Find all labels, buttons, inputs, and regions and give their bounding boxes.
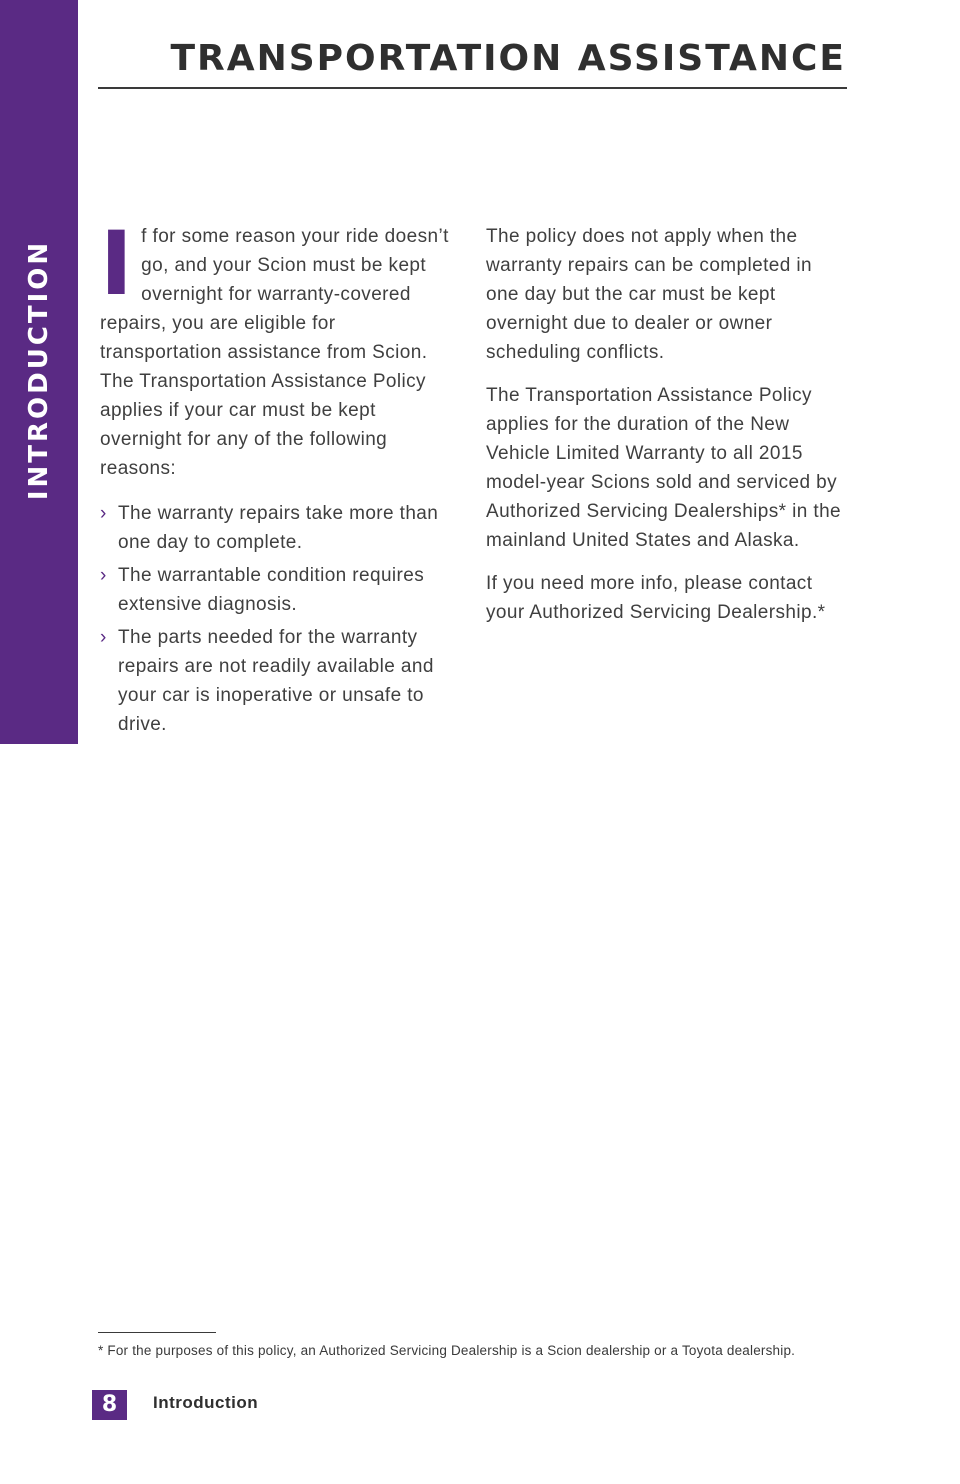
left-column	[100, 212, 456, 743]
list-item	[100, 623, 456, 739]
side-section-tab	[0, 0, 78, 744]
footnote: * For the purposes of this policy, an Authorized Servicing Dealership is a Scion dealership or a Toyota dealership.	[98, 1343, 796, 1358]
reasons-list	[100, 499, 456, 739]
policy-exception-paragraph: The policy does not apply when the warranty repairs can be completed in one day but the car must be kept overnight due to dealer or owner scheduling conflicts.	[486, 226, 812, 363]
chevron-right-icon: ›	[100, 503, 107, 524]
page-section-name: Introduction	[153, 1393, 259, 1412]
list-item-text: The parts needed for the warranty repairs are not readily available and your car is inoperative or unsafe to drive.	[118, 627, 434, 735]
page-title: TRANSPORTATION ASSISTANCE	[170, 38, 846, 79]
contact-paragraph: If you need more info, please contact your Authorized Servicing Dealership.*	[486, 573, 826, 623]
list-item-text: The warrantable condition requires extensive diagnosis.	[118, 565, 425, 615]
intro-text: f for some reason your ride doesn’t go, and your Scion must be kept overnight for warranty-covered repairs, you are eligible for transportation assistance from Scion. The Transportation Assistance Policy applies if your car must be kept overnight for any of the following reasons:	[100, 226, 449, 479]
page-number: 8	[92, 1390, 127, 1420]
header-divider	[98, 87, 847, 89]
drop-cap: I	[100, 212, 134, 315]
list-item-text: The warranty repairs take more than one day to complete.	[118, 503, 439, 553]
right-column	[486, 222, 850, 641]
list-item	[100, 499, 456, 557]
policy-duration-paragraph: The Transportation Assistance Policy applies for the duration of the New Vehicle Limited Warranty to all 2015 model-year Scions sold and serviced by Authorized Servicing Dealerships* in the mainland United States and Alaska.	[486, 385, 842, 551]
chevron-right-icon: ›	[100, 565, 107, 586]
side-section-label: INTRODUCTION	[24, 239, 54, 501]
intro-paragraph	[100, 212, 456, 483]
list-item	[100, 561, 456, 619]
chevron-right-icon: ›	[100, 627, 107, 648]
footnote-divider	[98, 1332, 216, 1333]
